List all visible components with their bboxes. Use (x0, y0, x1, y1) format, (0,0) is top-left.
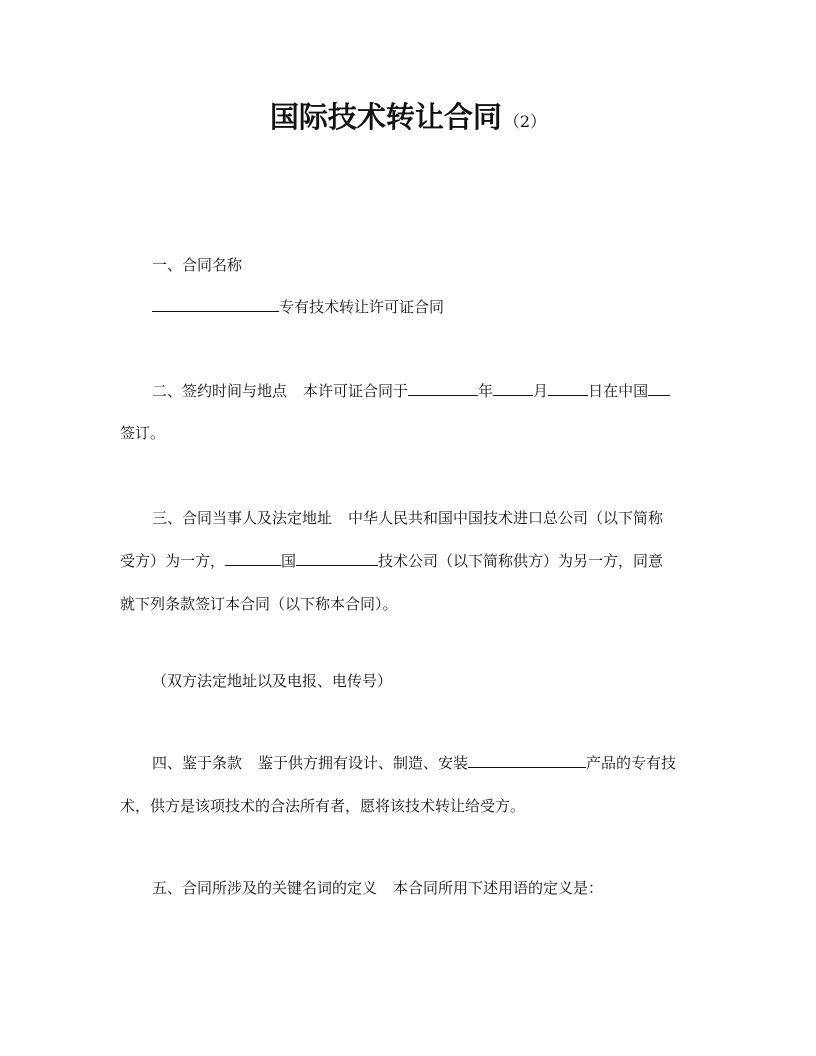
title-main: 国际技术转让合同 (269, 100, 502, 134)
year-blank (408, 381, 478, 396)
section-2-tail: 签订。 (120, 424, 166, 442)
section-4-line-1: 四、鉴于条款 鉴于供方拥有设计、制造、安装 产品的专有技 (152, 754, 677, 772)
section-3-line-3: 就下列条款签订本合同（以下称本合同）。 (120, 595, 398, 613)
place-blank (648, 381, 670, 396)
contract-name-blank (152, 297, 279, 312)
section-4-line-2: 术，供方是该项技术的合法所有者，愿将该技术转让给受方。 (120, 797, 526, 815)
section-3-line-2: 受方）为一方， 国 技术公司（以下简称供方）为另一方，同意 (120, 552, 664, 570)
title-suffix: （2） (503, 112, 547, 131)
section-2-paragraph: 二、签约时间与地点 本许可证合同于 年 月 日在中国 (120, 370, 700, 413)
country-blank (225, 551, 281, 566)
document-title (0, 95, 816, 136)
address-note: （双方法定地址以及电报、电传号） (152, 672, 393, 690)
day-blank (548, 381, 588, 396)
month-blank (493, 381, 533, 396)
company-blank (296, 551, 378, 566)
section-1-contract-name: 专有技术转让许可证合同 (120, 286, 700, 329)
section-3-line-1: 三、合同当事人及法定地址 中华人民共和国中国技术进口总公司（以下简称 (152, 509, 664, 527)
product-blank (468, 753, 586, 768)
section-1-heading: 一、合同名称 (152, 256, 243, 274)
section-5-heading: 五、合同所涉及的关键名词的定义 本合同所用下述用语的定义是： (152, 879, 604, 897)
